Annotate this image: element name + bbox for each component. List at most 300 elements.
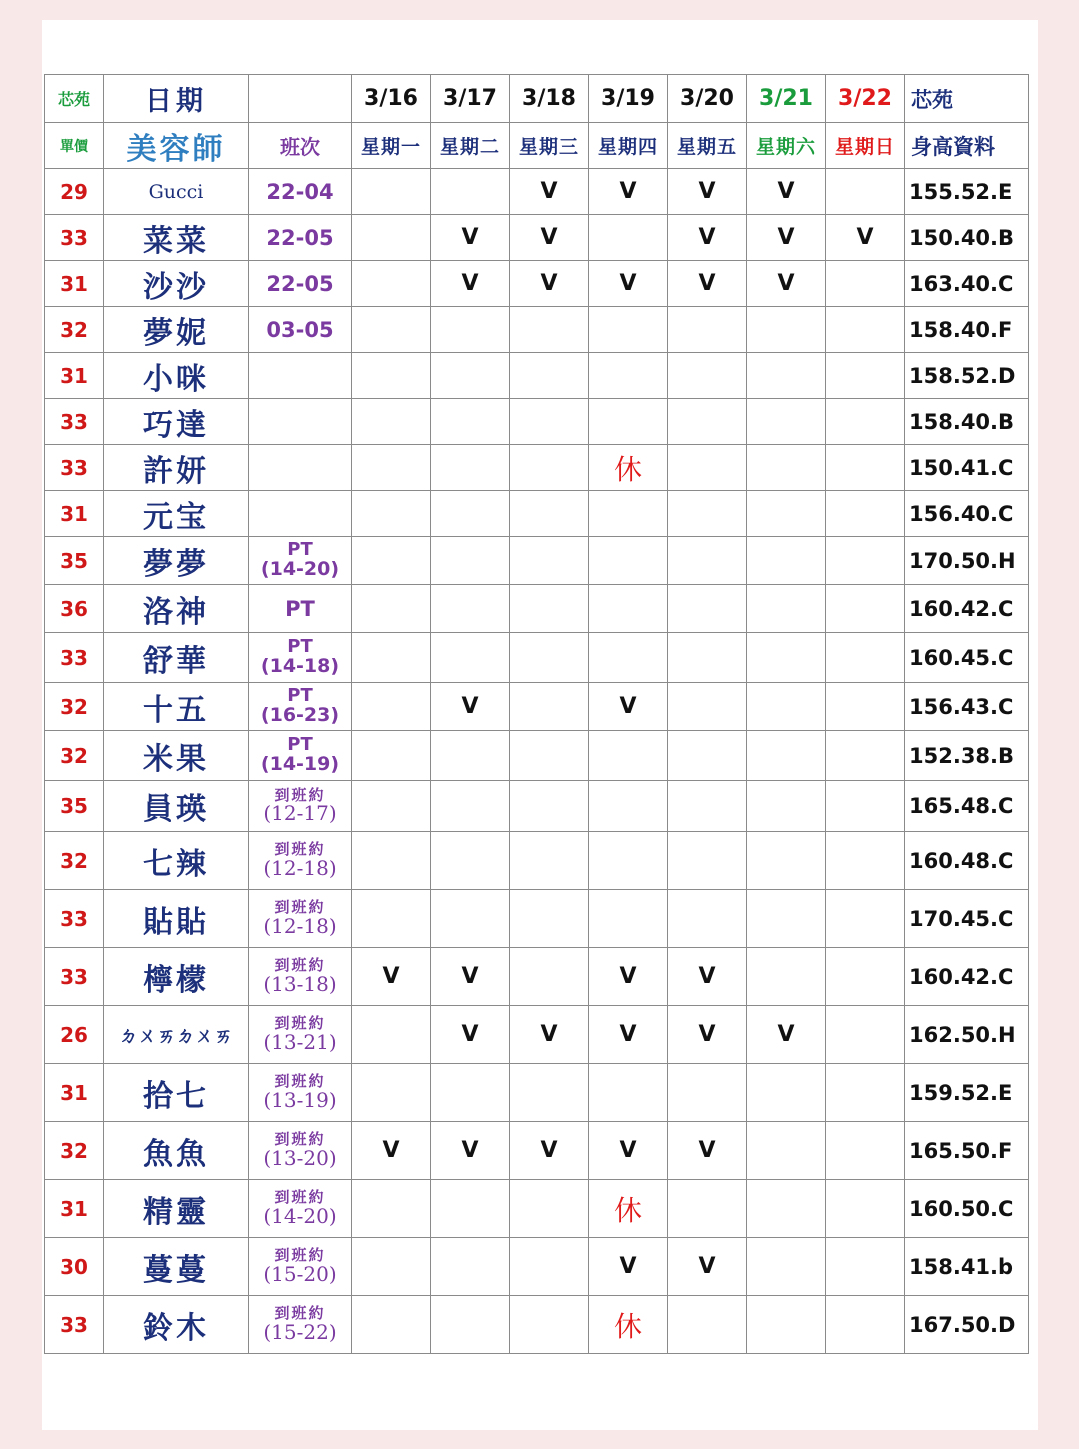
day-cell: V	[747, 169, 826, 215]
price-cell: 33	[45, 1296, 104, 1354]
day-cell	[431, 781, 510, 832]
shift-type: 到班約	[274, 840, 326, 859]
day-cell	[431, 537, 510, 585]
day-cell: V	[352, 948, 431, 1006]
shift-cell	[249, 781, 352, 832]
beautician-name: 洛神	[104, 585, 249, 633]
day-cell	[747, 537, 826, 585]
beautician-name: 夢夢	[104, 537, 249, 585]
height-data: 170.45.C	[905, 890, 1029, 948]
shift-cell	[249, 890, 352, 948]
day-cell	[510, 890, 589, 948]
height-data: 163.40.C	[905, 261, 1029, 307]
shift-label: 班次	[249, 123, 352, 169]
shift-type: 到班約	[274, 1246, 326, 1265]
day-cell	[747, 633, 826, 683]
day-cell	[352, 633, 431, 683]
day-cell: V	[589, 169, 668, 215]
day-cell: V	[668, 261, 747, 307]
shift-type: 到班約	[274, 1304, 326, 1323]
day-cell: V	[431, 261, 510, 307]
day-cell	[826, 353, 905, 399]
day-cell	[747, 731, 826, 781]
shift-type: 到班約	[274, 1188, 326, 1207]
date-label: 日期	[104, 75, 249, 123]
day-cell	[589, 399, 668, 445]
day-cell: V	[431, 948, 510, 1006]
day-cell	[510, 781, 589, 832]
day-off-mark: 休	[589, 1180, 668, 1238]
beautician-name: 貼貼	[104, 890, 249, 948]
day-cell	[668, 683, 747, 731]
day-cell	[352, 585, 431, 633]
beautician-name: 七辣	[104, 832, 249, 890]
day-cell	[431, 1064, 510, 1122]
beautician-label: 美容師	[104, 123, 249, 169]
day-cell	[589, 537, 668, 585]
day-cell: V	[510, 169, 589, 215]
height-data: 167.50.D	[905, 1296, 1029, 1354]
day-cell	[668, 832, 747, 890]
table-row	[45, 215, 1029, 261]
day-cell	[510, 832, 589, 890]
day-cell	[431, 353, 510, 399]
day-cell	[510, 399, 589, 445]
day-cell	[747, 781, 826, 832]
day-cell	[352, 353, 431, 399]
table-row	[45, 1296, 1029, 1354]
shift-cell	[249, 948, 352, 1006]
price-cell: 31	[45, 1064, 104, 1122]
day-cell	[431, 399, 510, 445]
day-cell	[826, 1180, 905, 1238]
shift-hours: (15-20)	[263, 1261, 337, 1286]
shift-cell: 22-04	[249, 169, 352, 215]
day-cell	[826, 585, 905, 633]
height-data: 150.40.B	[905, 215, 1029, 261]
price-cell: 35	[45, 537, 104, 585]
price-cell: 36	[45, 585, 104, 633]
shift-cell	[249, 633, 352, 683]
price-cell: 31	[45, 261, 104, 307]
day-cell	[352, 1238, 431, 1296]
shift-cell	[249, 491, 352, 537]
table-row	[45, 585, 1029, 633]
shift-cell	[249, 399, 352, 445]
day-off-mark: 休	[589, 1296, 668, 1354]
day-cell: V	[747, 1006, 826, 1064]
day-cell	[668, 491, 747, 537]
beautician-name: 巧達	[104, 399, 249, 445]
height-data: 158.40.F	[905, 307, 1029, 353]
day-cell	[589, 781, 668, 832]
table-row	[45, 832, 1029, 890]
day-cell	[431, 633, 510, 683]
date-3-21: 3/21	[747, 75, 826, 123]
day-cell	[510, 683, 589, 731]
date-3-22: 3/22	[826, 75, 905, 123]
day-cell	[668, 890, 747, 948]
day-cell	[747, 1180, 826, 1238]
day-cell	[510, 948, 589, 1006]
table-row	[45, 1180, 1029, 1238]
day-cell	[826, 399, 905, 445]
day-cell	[826, 1238, 905, 1296]
day-cell	[510, 1296, 589, 1354]
beautician-name: 許妍	[104, 445, 249, 491]
blank-header-cell	[249, 75, 352, 123]
day-cell	[589, 731, 668, 781]
height-data: 160.50.C	[905, 1180, 1029, 1238]
day-cell	[826, 169, 905, 215]
day-cell: V	[668, 1122, 747, 1180]
shift-hours: (13-21)	[263, 1029, 337, 1054]
height-data: 158.52.D	[905, 353, 1029, 399]
day-cell	[668, 537, 747, 585]
price-cell: 33	[45, 633, 104, 683]
shift-hours: (14-20)	[260, 557, 340, 580]
weekday-tue: 星期二	[431, 123, 510, 169]
day-cell	[431, 1180, 510, 1238]
day-cell	[510, 537, 589, 585]
day-cell	[668, 731, 747, 781]
beautician-name: 魚魚	[104, 1122, 249, 1180]
table-row	[45, 1122, 1029, 1180]
beautician-name: ㄉㄨㄞㄉㄨㄞ	[104, 1006, 249, 1064]
height-data: 170.50.H	[905, 537, 1029, 585]
price-cell: 32	[45, 307, 104, 353]
shift-cell: 03-05	[249, 307, 352, 353]
day-cell	[747, 832, 826, 890]
day-cell	[352, 731, 431, 781]
table-row	[45, 1238, 1029, 1296]
table-row	[45, 1064, 1029, 1122]
price-cell: 26	[45, 1006, 104, 1064]
date-3-18: 3/18	[510, 75, 589, 123]
day-cell: V	[510, 215, 589, 261]
weekday-mon: 星期一	[352, 123, 431, 169]
shift-cell	[249, 537, 352, 585]
day-cell: V	[826, 215, 905, 261]
table-row	[45, 353, 1029, 399]
day-cell: V	[589, 1122, 668, 1180]
day-cell	[352, 307, 431, 353]
height-data: 159.52.E	[905, 1064, 1029, 1122]
day-cell	[747, 1064, 826, 1122]
price-cell: 29	[45, 169, 104, 215]
day-cell: V	[668, 1006, 747, 1064]
day-cell: V	[431, 1006, 510, 1064]
day-cell	[668, 399, 747, 445]
beautician-name: 元宝	[104, 491, 249, 537]
date-3-16: 3/16	[352, 75, 431, 123]
price-cell: 32	[45, 683, 104, 731]
shift-cell	[249, 683, 352, 731]
day-cell	[510, 731, 589, 781]
date-3-17: 3/17	[431, 75, 510, 123]
shift-hours: (16-23)	[260, 703, 340, 726]
height-data: 150.41.C	[905, 445, 1029, 491]
brand-left: 芯苑	[45, 75, 104, 123]
price-cell: 31	[45, 1180, 104, 1238]
day-cell	[747, 585, 826, 633]
day-cell	[510, 307, 589, 353]
day-cell	[589, 353, 668, 399]
beautician-name: 舒華	[104, 633, 249, 683]
table-row	[45, 399, 1029, 445]
day-cell	[668, 781, 747, 832]
day-cell: V	[747, 261, 826, 307]
day-cell	[826, 731, 905, 781]
day-cell	[589, 890, 668, 948]
beautician-name: 沙沙	[104, 261, 249, 307]
height-label: 身高資料	[905, 123, 1029, 169]
day-cell	[510, 491, 589, 537]
day-cell	[352, 683, 431, 731]
shift-type: PT	[287, 636, 313, 658]
table-row	[45, 948, 1029, 1006]
day-cell	[826, 445, 905, 491]
beautician-name: 精靈	[104, 1180, 249, 1238]
shift-type: 到班約	[274, 785, 326, 804]
shift-hours: (13-19)	[263, 1087, 337, 1112]
day-cell	[826, 307, 905, 353]
day-cell	[352, 261, 431, 307]
height-data: 155.52.E	[905, 169, 1029, 215]
day-cell: V	[589, 683, 668, 731]
day-cell	[352, 491, 431, 537]
day-cell: V	[668, 1238, 747, 1296]
day-cell: V	[668, 948, 747, 1006]
day-cell	[826, 781, 905, 832]
shift-cell	[249, 445, 352, 491]
table-row	[45, 890, 1029, 948]
day-cell	[510, 353, 589, 399]
day-cell: V	[589, 948, 668, 1006]
shift-cell	[249, 1180, 352, 1238]
day-cell	[747, 307, 826, 353]
height-data: 158.40.B	[905, 399, 1029, 445]
day-cell	[747, 1122, 826, 1180]
table-row	[45, 307, 1029, 353]
shift-hours: (14-20)	[263, 1203, 337, 1228]
price-cell: 33	[45, 399, 104, 445]
beautician-name: Gucci	[104, 169, 249, 215]
day-cell	[747, 948, 826, 1006]
day-cell	[431, 731, 510, 781]
day-cell	[668, 1064, 747, 1122]
price-cell: 35	[45, 781, 104, 832]
height-data: 162.50.H	[905, 1006, 1029, 1064]
weekday-sat: 星期六	[747, 123, 826, 169]
day-cell	[352, 537, 431, 585]
shift-hours: (13-20)	[263, 1145, 337, 1170]
shift-type: 到班約	[274, 1014, 326, 1033]
height-data: 158.41.b	[905, 1238, 1029, 1296]
day-cell	[668, 585, 747, 633]
height-data: 160.42.C	[905, 585, 1029, 633]
day-cell	[826, 683, 905, 731]
day-cell	[826, 1006, 905, 1064]
shift-hours: (12-17)	[263, 801, 337, 826]
day-cell	[747, 399, 826, 445]
day-cell	[352, 169, 431, 215]
day-cell	[826, 633, 905, 683]
day-cell: V	[431, 215, 510, 261]
table-row	[45, 781, 1029, 832]
day-cell	[431, 1238, 510, 1296]
table-row	[45, 537, 1029, 585]
day-cell	[431, 890, 510, 948]
table-row	[45, 169, 1029, 215]
day-cell: V	[510, 261, 589, 307]
day-cell	[510, 1238, 589, 1296]
beautician-name: 米果	[104, 731, 249, 781]
day-cell	[352, 1296, 431, 1354]
shift-cell	[249, 353, 352, 399]
beautician-name: 蔓蔓	[104, 1238, 249, 1296]
shift-cell	[249, 1296, 352, 1354]
price-cell: 33	[45, 445, 104, 491]
shift-cell	[249, 832, 352, 890]
date-3-20: 3/20	[668, 75, 747, 123]
beautician-name: 檸檬	[104, 948, 249, 1006]
price-label: 單價	[45, 123, 104, 169]
day-cell	[826, 537, 905, 585]
day-cell	[589, 832, 668, 890]
day-cell	[431, 832, 510, 890]
height-data: 165.50.F	[905, 1122, 1029, 1180]
shift-type: 到班約	[274, 956, 326, 975]
day-cell	[589, 215, 668, 261]
day-cell	[747, 445, 826, 491]
day-cell	[431, 491, 510, 537]
price-cell: 30	[45, 1238, 104, 1296]
day-cell: V	[431, 683, 510, 731]
day-cell: V	[589, 1006, 668, 1064]
table-row	[45, 633, 1029, 683]
day-cell	[510, 633, 589, 683]
day-cell	[589, 585, 668, 633]
day-cell	[747, 683, 826, 731]
day-cell	[352, 1006, 431, 1064]
shift-type: 到班約	[274, 1072, 326, 1091]
date-3-19: 3/19	[589, 75, 668, 123]
day-cell: V	[510, 1122, 589, 1180]
shift-cell	[249, 1238, 352, 1296]
day-cell	[589, 633, 668, 683]
weekday-fri: 星期五	[668, 123, 747, 169]
day-cell	[668, 353, 747, 399]
day-cell: V	[747, 215, 826, 261]
day-cell	[352, 399, 431, 445]
shift-cell: 22-05	[249, 215, 352, 261]
shift-cell: PT	[249, 585, 352, 633]
day-cell	[589, 491, 668, 537]
shift-type: PT	[287, 734, 313, 756]
day-cell: V	[589, 1238, 668, 1296]
shift-cell	[249, 1006, 352, 1064]
day-cell	[668, 307, 747, 353]
weekday-sun: 星期日	[826, 123, 905, 169]
day-cell: V	[352, 1122, 431, 1180]
weekday-wed: 星期三	[510, 123, 589, 169]
price-cell: 33	[45, 215, 104, 261]
shift-cell	[249, 731, 352, 781]
day-cell	[668, 1180, 747, 1238]
header-row-dates	[45, 75, 1029, 123]
day-cell	[431, 1296, 510, 1354]
day-cell	[826, 1122, 905, 1180]
day-cell	[668, 633, 747, 683]
price-cell: 31	[45, 353, 104, 399]
shift-cell	[249, 1064, 352, 1122]
height-data: 160.42.C	[905, 948, 1029, 1006]
day-cell	[510, 445, 589, 491]
price-cell: 32	[45, 832, 104, 890]
height-data: 156.43.C	[905, 683, 1029, 731]
price-cell: 32	[45, 1122, 104, 1180]
day-cell: V	[510, 1006, 589, 1064]
table-row	[45, 445, 1029, 491]
day-cell	[668, 1296, 747, 1354]
shift-hours: (14-18)	[260, 654, 340, 677]
height-data: 165.48.C	[905, 781, 1029, 832]
day-cell	[352, 215, 431, 261]
day-cell: V	[431, 1122, 510, 1180]
day-cell	[352, 445, 431, 491]
beautician-name: 員瑛	[104, 781, 249, 832]
day-cell	[431, 445, 510, 491]
day-cell	[747, 491, 826, 537]
day-cell	[826, 832, 905, 890]
price-cell: 33	[45, 890, 104, 948]
day-cell	[510, 1064, 589, 1122]
height-data: 160.48.C	[905, 832, 1029, 890]
shift-hours: (13-18)	[263, 971, 337, 996]
day-cell	[589, 307, 668, 353]
day-cell	[668, 445, 747, 491]
height-data: 152.38.B	[905, 731, 1029, 781]
price-cell: 32	[45, 731, 104, 781]
day-cell	[826, 1064, 905, 1122]
day-cell	[352, 781, 431, 832]
day-cell	[431, 307, 510, 353]
day-cell	[747, 890, 826, 948]
shift-hours: (14-19)	[260, 752, 340, 775]
day-cell	[352, 832, 431, 890]
table-row	[45, 491, 1029, 537]
day-cell	[510, 1180, 589, 1238]
price-cell: 33	[45, 948, 104, 1006]
weekday-thu: 星期四	[589, 123, 668, 169]
schedule-sheet	[42, 20, 1038, 1430]
day-cell	[826, 491, 905, 537]
beautician-name: 十五	[104, 683, 249, 731]
height-data: 156.40.C	[905, 491, 1029, 537]
shift-hours: (12-18)	[263, 855, 337, 880]
day-cell	[826, 1296, 905, 1354]
schedule-table	[44, 74, 1029, 1354]
beautician-name: 拾七	[104, 1064, 249, 1122]
day-cell	[747, 353, 826, 399]
shift-type: PT	[287, 685, 313, 707]
shift-type: PT	[287, 539, 313, 561]
shift-type: 到班約	[274, 1130, 326, 1149]
day-cell: V	[589, 261, 668, 307]
shift-cell	[249, 1122, 352, 1180]
day-cell	[352, 1064, 431, 1122]
